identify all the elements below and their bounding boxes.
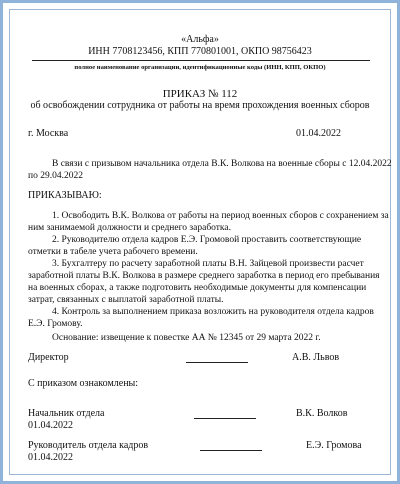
order-subject: об освобождении сотрудника от работы на время прохождения военных сборов	[30, 100, 370, 111]
order-number: ПРИКАЗ № 112	[162, 88, 238, 100]
item-3-line-2: заработной платы В.К. Волкова в размере среднего заработка в период его пребывания	[28, 271, 380, 281]
person-2-name: Е.Э. Громова	[306, 440, 362, 451]
order-date: 01.04.2022	[296, 128, 341, 139]
item-3-line-1: 3. Бухгалтеру по расчету заработной платы В.Н. Зайцевой произвести расчет	[52, 259, 364, 269]
director-title: Директор	[28, 352, 69, 363]
item-3-line-4: затрат, связанных с выплатой заработной платы.	[28, 295, 224, 305]
intro-line-2: по 29.04.2022	[28, 171, 83, 181]
item-4-line-2: Е.Э. Громову.	[28, 319, 83, 329]
person-1-date: 01.04.2022	[28, 420, 73, 431]
item-4-line-1: 4. Контроль за выполнением приказа возложить на руководителя отдела кадров	[52, 307, 374, 317]
person-1-signature-line	[194, 418, 256, 419]
item-2-line-1: 2. Руководителю отдела кадров Е.Э. Громовой проставить соответствующие	[52, 235, 362, 245]
decree-word: ПРИКАЗЫВАЮ:	[28, 190, 102, 201]
basis-line: Основание: извещение к повестке АА № 12345 от 29 марта 2022 г.	[52, 333, 321, 343]
item-2-line-2: отметки в табеле учета рабочего времени.	[28, 247, 198, 257]
item-1-line-1: 1. Освободить В.К. Волкова от работы на период военных сборов с сохранением за	[52, 211, 389, 221]
person-2-title: Руководитель отдела кадров	[28, 440, 149, 451]
order-city: г. Москва	[28, 128, 69, 139]
item-3-line-3: на военных сборах, а также подготовить необходимые документы для компенсации	[28, 283, 367, 293]
person-1-name: В.К. Волков	[296, 408, 348, 419]
person-2-signature-line	[200, 450, 262, 451]
document-sheet	[9, 9, 391, 475]
item-1-line-2: ним занимаемой должности и среднего заработка.	[28, 223, 231, 233]
intro-line-1: В связи с призывом начальника отдела В.К. Волкова на военные сборы с 12.04.2022	[52, 159, 392, 169]
company-name: «Альфа»	[181, 34, 219, 45]
header-caption: полное наименование организации, идентификационные коды (ИНН, КПП, ОКПО)	[74, 64, 326, 71]
acquainted-heading: С приказом ознакомлены:	[28, 378, 139, 389]
header-rule	[32, 60, 370, 61]
person-1-title: Начальник отдела	[28, 408, 105, 419]
company-codes: ИНН 7708123456, КПП 770801001, ОКПО 98756423	[88, 46, 312, 57]
person-2-date: 01.04.2022	[28, 452, 73, 463]
director-signature-line	[186, 362, 248, 363]
director-name: А.В. Львов	[292, 352, 340, 363]
